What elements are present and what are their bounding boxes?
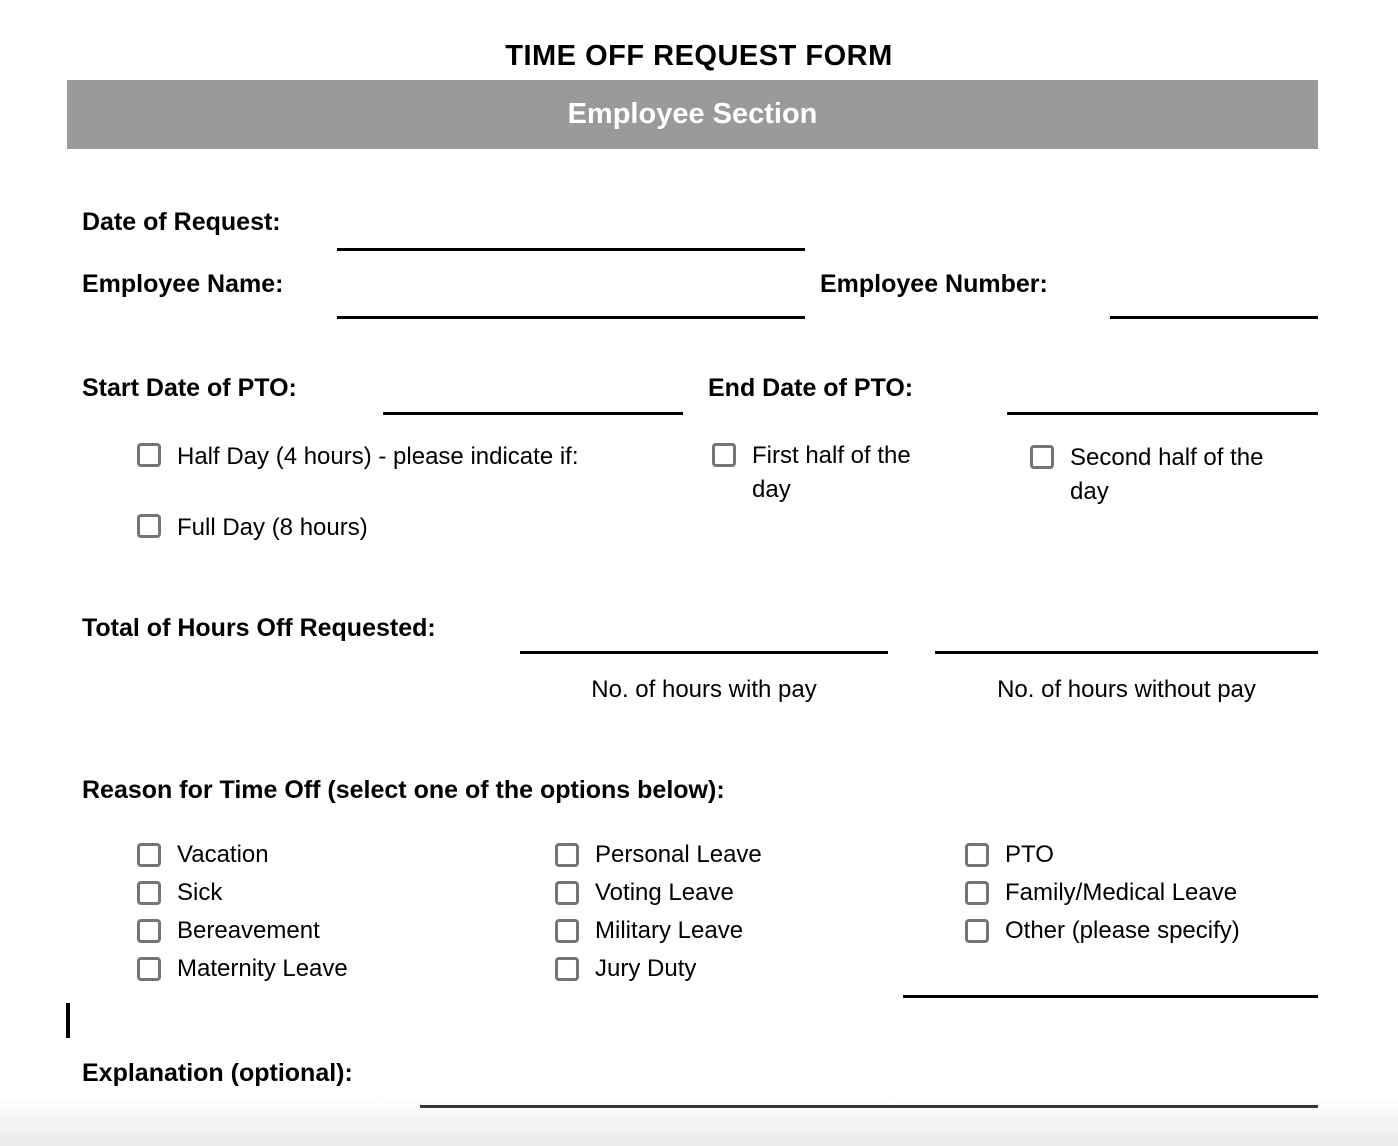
section-header	[67, 80, 1318, 149]
explanation-field[interactable]	[420, 1105, 1318, 1108]
reason-column-1	[137, 843, 348, 995]
sick-label: Sick	[177, 879, 223, 906]
option-first-half	[712, 443, 952, 507]
reason-option-military-leave	[555, 919, 762, 943]
vacation-label: Vacation	[177, 841, 269, 868]
personal-leave-checkbox[interactable]	[555, 843, 579, 867]
family-medical-leave-checkbox[interactable]	[965, 881, 989, 905]
family-medical-leave-label: Family/Medical Leave	[1005, 879, 1238, 906]
reason-option-maternity-leave	[137, 957, 348, 981]
reason-option-sick	[137, 881, 348, 905]
reason-option-bereavement	[137, 919, 348, 943]
page-bottom-edge	[0, 1096, 1398, 1146]
other-checkbox[interactable]	[965, 919, 989, 943]
jury-duty-checkbox[interactable]	[555, 957, 579, 981]
voting-leave-checkbox[interactable]	[555, 881, 579, 905]
other-label: Other (please specify)	[1005, 917, 1240, 944]
end-date-pto-label: End Date of PTO:	[708, 374, 914, 402]
option-full-day	[137, 514, 368, 542]
maternity-leave-label: Maternity Leave	[177, 955, 348, 982]
personal-leave-label: Personal Leave	[595, 841, 762, 868]
voting-leave-label: Voting Leave	[595, 879, 734, 906]
reason-option-pto	[965, 843, 1240, 867]
hours-without-pay-field[interactable]	[935, 651, 1318, 654]
employee-number-field[interactable]	[1110, 316, 1318, 319]
half-day-label: Half Day (4 hours) - please indicate if:	[177, 443, 579, 470]
reason-option-family-medical-leave	[965, 881, 1240, 905]
reason-option-vacation	[137, 843, 348, 867]
employee-name-field[interactable]	[337, 316, 805, 319]
hours-with-pay-caption: No. of hours with pay	[591, 676, 817, 703]
reason-option-personal-leave	[555, 843, 762, 867]
pto-checkbox[interactable]	[965, 843, 989, 867]
first-half-label: First half of the day	[752, 442, 911, 503]
option-half-day	[137, 443, 579, 471]
maternity-leave-checkbox[interactable]	[137, 957, 161, 981]
second-half-checkbox[interactable]	[1030, 445, 1054, 469]
reason-column-3	[965, 843, 1240, 957]
reason-option-jury-duty	[555, 957, 762, 981]
full-day-label: Full Day (8 hours)	[177, 514, 368, 541]
option-second-half	[1030, 445, 1265, 509]
form-title: TIME OFF REQUEST FORM	[505, 40, 893, 72]
military-leave-checkbox[interactable]	[555, 919, 579, 943]
date-of-request-field[interactable]	[337, 248, 805, 251]
jury-duty-label: Jury Duty	[595, 955, 697, 982]
bereavement-checkbox[interactable]	[137, 919, 161, 943]
sick-checkbox[interactable]	[137, 881, 161, 905]
explanation-label: Explanation (optional):	[82, 1059, 353, 1087]
full-day-checkbox[interactable]	[137, 514, 161, 538]
reason-option-other	[965, 919, 1240, 943]
reason-section-label: Reason for Time Off (select one of the options below):	[82, 776, 725, 804]
date-of-request-label: Date of Request:	[82, 208, 281, 236]
bereavement-label: Bereavement	[177, 917, 320, 944]
reason-option-voting-leave	[555, 881, 762, 905]
total-hours-label: Total of Hours Off Requested:	[82, 614, 436, 642]
other-specify-field[interactable]	[903, 995, 1318, 998]
first-half-checkbox[interactable]	[712, 443, 736, 467]
start-date-pto-field[interactable]	[383, 412, 683, 415]
pto-label: PTO	[1005, 841, 1054, 868]
second-half-label: Second half of the day	[1070, 444, 1264, 505]
employee-name-label: Employee Name:	[82, 270, 284, 298]
end-date-pto-field[interactable]	[1007, 412, 1318, 415]
reason-column-2	[555, 843, 762, 995]
start-date-pto-label: Start Date of PTO:	[82, 374, 297, 402]
military-leave-label: Military Leave	[595, 917, 744, 944]
section-header-label: Employee Section	[567, 98, 818, 130]
employee-number-label: Employee Number:	[820, 270, 1048, 298]
half-day-checkbox[interactable]	[137, 443, 161, 467]
hours-without-pay-caption: No. of hours without pay	[997, 676, 1256, 703]
text-cursor	[66, 1003, 70, 1038]
vacation-checkbox[interactable]	[137, 843, 161, 867]
hours-with-pay-field[interactable]	[520, 651, 888, 654]
